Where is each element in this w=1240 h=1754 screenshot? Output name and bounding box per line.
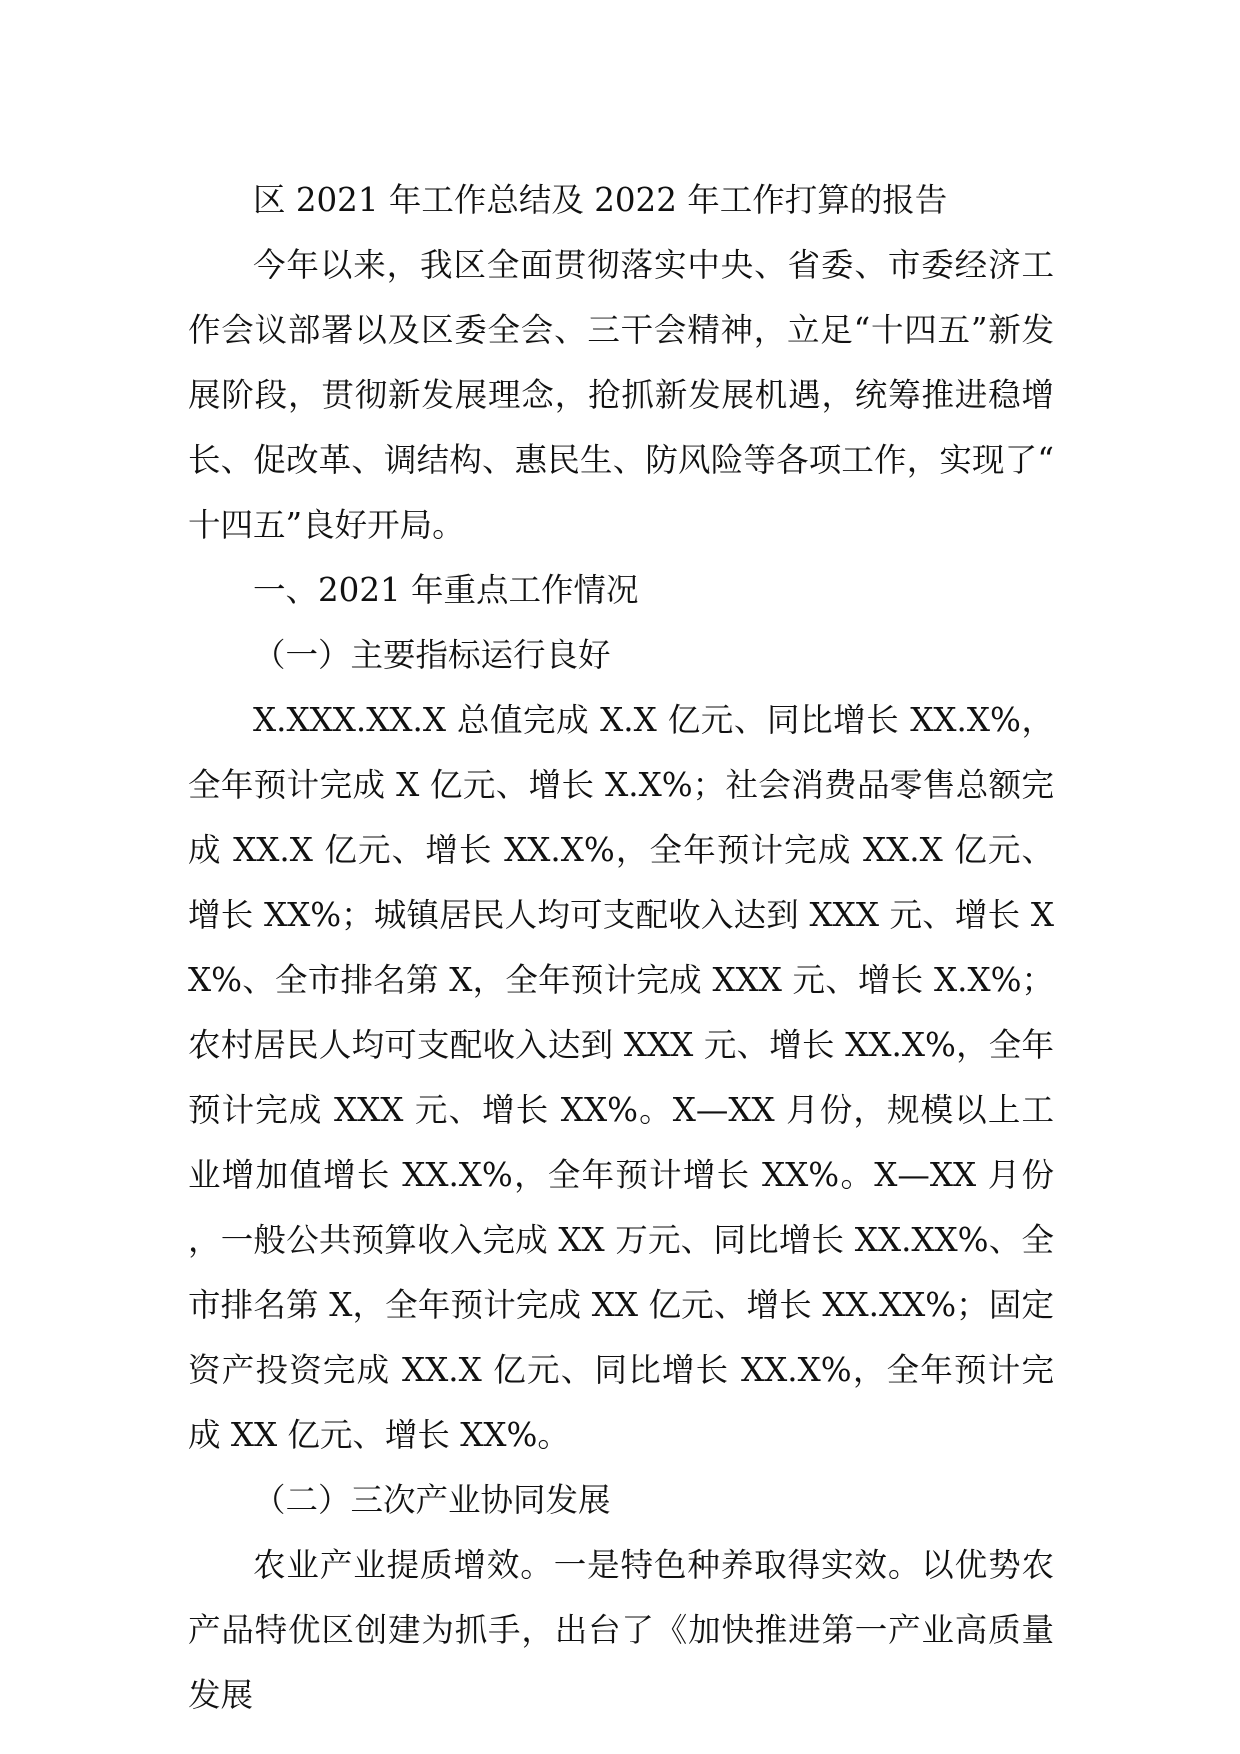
subsection-heading: （二）三次产业协同发展 (253, 1481, 611, 1519)
document-body (188, 168, 1054, 1728)
agriculture-paragraph: 农业产业提质增效。一是特色种养取得实效。以优势农产品特优区创建为抓手，出台了《加快推进第一产业高质量发展 (188, 1546, 1054, 1714)
indicators-paragraph: X.XXX.XX.X 总值完成 X.X 亿元、同比增长 XX.X%，全年预计完成 X 亿元、增长 X.X%；社会消费品零售总额完成 XX.X 亿元、增长 XX.X%，全年预计完成 XX.X 亿元、增长 XX%；城镇居民人均可支配收入达到 XXX 元、增长 XX%、全市排名第 X，全年预计完成 XXX 元、增长 X.X%；农村居民人均可支配收入达到 XXX 元、增长 XX.X%，全年预计完成 XXX 元、增长 XX%。X—XX 月份，规模以上工业增加值增长 XX.X%，全年预计增长 XX%。X—XX 月份，一般公共预算收入完成 XX 万元、同比增长 XX.XX%、全市排名第 X，全年预计完成 XX 亿元、增长 XX.XX%；固定资产投资完成 XX.X 亿元、同比增长 XX.X%，全年预计完成 XX 亿元、增长 XX%。 (188, 701, 1054, 1454)
section-heading: 一、2021 年重点工作情况 (253, 571, 639, 609)
subsection-heading: （一）主要指标运行良好 (253, 636, 611, 674)
document-title: 区 2021 年工作总结及 2022 年工作打算的报告 (253, 181, 948, 219)
intro-paragraph: 今年以来，我区全面贯彻落实中央、省委、市委经济工作会议部署以及区委全会、三干会精神，立足“十四五”新发展阶段，贯彻新发展理念，抢抓新发展机遇，统筹推进稳增长、促改革、调结构、惠民生、防风险等各项工作，实现了“十四五”良好开局。 (188, 246, 1054, 544)
